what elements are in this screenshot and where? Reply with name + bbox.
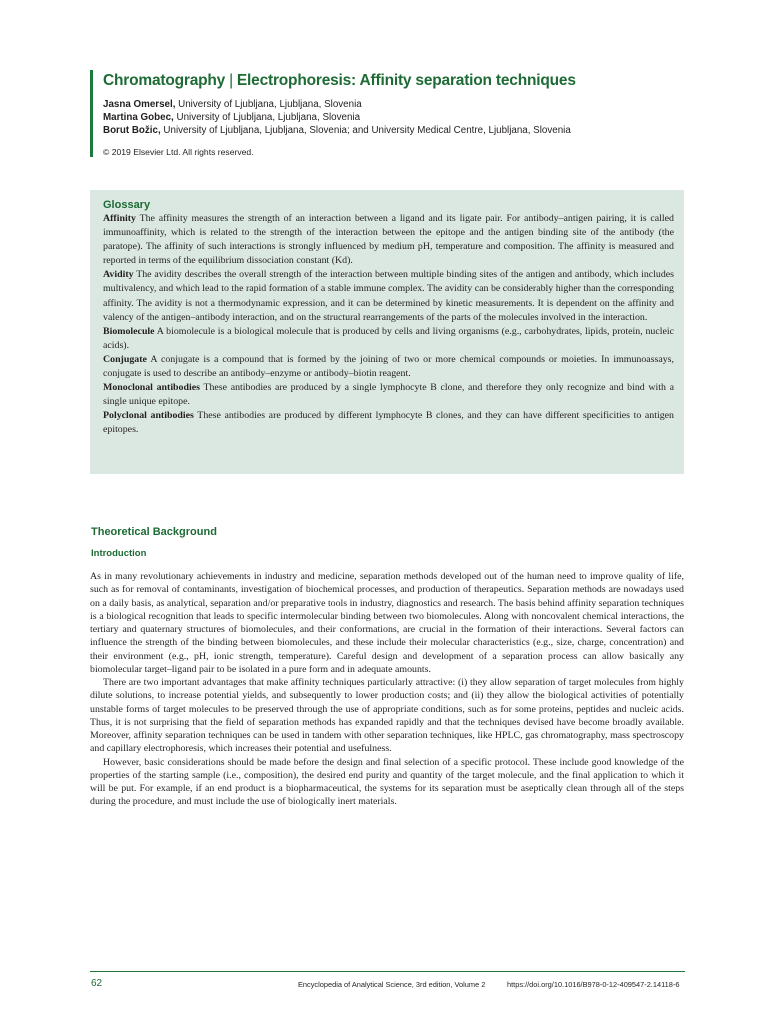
subsection-heading: Introduction	[91, 548, 147, 559]
author-line	[103, 124, 703, 137]
glossary-definition: A biomolecule is a biological molecule that is produced by cells and living organisms (e.g., carbohydrates, lipids, protein, nucleic acids).	[103, 325, 674, 351]
glossary-entry-biomolecule	[103, 325, 674, 353]
glossary-term: Monoclonal antibodies	[103, 382, 200, 394]
glossary-term: Avidity	[103, 269, 134, 281]
glossary-term: Affinity	[103, 213, 136, 224]
glossary-definition: These antibodies are produced by different lymphocyte B clones, and they can have different specificities to antigen epitopes.	[103, 410, 674, 436]
glossary-entry-monoclonal-antibodies	[103, 381, 674, 409]
footer-source: Encyclopedia of Analytical Science, 3rd edition, Volume 2	[298, 980, 486, 989]
body-paragraph: However, basic considerations should be made before the design and final selection of a specific protocol. These include good knowledge of the properties of the starting sample (i.e., composition), the desired end purity and quantity of the target molecule, and the final application to which it will be put. For example, if an end product is a biopharmaceutical, the systems for its separation must be aseptically clean through all of the steps during the procedure, and must include the use of biologically inert materials.	[90, 756, 684, 808]
glossary-entry-conjugate	[103, 353, 674, 381]
glossary-entry-affinity	[103, 212, 674, 268]
author-line	[103, 98, 703, 111]
copyright-notice: © 2019 Elsevier Ltd. All rights reserved.	[103, 146, 254, 157]
author-name: Martina Gobec,	[103, 112, 174, 124]
glossary-definition: These antibodies are produced by a single lymphocyte B clone, and therefore they only recognize and bind with a single unique epitope.	[103, 382, 674, 408]
author-name: Jasna Omersel,	[103, 99, 176, 110]
glossary-term: Conjugate	[103, 353, 147, 365]
footer-divider	[90, 971, 685, 972]
glossary-term: Biomolecule	[103, 325, 155, 337]
author-affiliation: University of Ljubljana, Ljubljana, Slovenia	[173, 112, 361, 124]
body-paragraph: As in many revolutionary achievements in industry and medicine, separation methods developed out of the human need to improve quality of life, such as for removal of contaminants, investigation of biochemical processes, and production of therapeutics. Separation methods are nowadays used on a daily basis, as analytical, separation and/or preparative tools in industry, diagnostics and research. The basis behind affinity separation techniques is a biological recognition that leads to specific intermolecular binding between two biomolecules. Along with noncovalent chemical interactions, the tertiary and quaternary structures of biomolecules, and their conformations, are crucial in the formation of their interactions. Several factors can influence the strength of the binding between biomolecules, and these include their molecular characteristics (e.g., size, charge, concentration) and their environment (e.g., pH, ionic strength, temperature). Careful design and development of a separation process can allow basically any biomolecular target–ligand pair to be isolated in a pure form and in adequate amounts.	[90, 571, 684, 675]
body-paragraph: There are two important advantages that make affinity techniques particularly attractive: (i) they allow separation of target molecules from highly dilute solutions, to increase potential yields, and subsequently to lower production costs; and (ii) they allow the biological activities of potentially unstable forms of target molecules to be preserved through the use of appropriate conditions, such as for some proteins, peptides and nucleic acids. Thus, it is not surprising that the field of separation methods has expanded rapidly and that the techniques devised have become broadly available. Moreover, affinity separation techniques can be used in tandem with other separation techniques, like HPLC, gas chromatography, mass spectroscopy and capillary electrophoresis, which increases their potential and usefulness.	[90, 677, 684, 755]
glossary-entry-avidity	[103, 268, 674, 324]
page-number: 62	[91, 978, 103, 989]
glossary-definition: A conjugate is a compound that is formed by the joining of two or more chemical compounds or moieties. In immunoassays, conjugate is used to describe an antibody–enzyme or antibody–biotin reagent.	[103, 353, 674, 380]
author-affiliation: University of Ljubljana, Ljubljana, Slovenia	[175, 99, 362, 110]
title-part-chromatography: Chromatography	[103, 72, 226, 89]
footer-doi-link[interactable]: https://doi.org/10.1016/B978-0-12-409547-2.14118-6	[507, 980, 680, 989]
author-line	[103, 111, 703, 124]
glossary-term: Polyclonal antibodies	[103, 410, 194, 422]
author-affiliation: University of Ljubljana, Ljubljana, Slovenia; and University Medical Centre, Ljubljana, Slovenia	[160, 125, 571, 137]
title-part-subject: Electrophoresis: Affinity separation techniques	[236, 72, 576, 89]
glossary-box	[90, 190, 684, 474]
article-header	[90, 70, 703, 157]
article-title	[103, 70, 703, 92]
section-heading: Theoretical Background	[91, 526, 217, 538]
author-name: Borut Božic,	[103, 125, 161, 137]
glossary-title: Glossary	[103, 199, 151, 211]
body-text	[90, 570, 684, 809]
glossary-definition: The avidity describes the overall strength of the interaction between multiple binding sites of the antigen and antibody, which includes multivalency, and which lead to the rapid formation of a stable immune complex. The avidity can be considerably higher than the corresponding affinity. The avidity is not a thermodynamic expression, and it can be determined by kinetic measurements. It is dependent on the affinity and valency of the antigen–antibody interaction, and on the structural rearrangements of the parts of the molecules involved in the interaction.	[103, 269, 674, 323]
glossary-entry-polyclonal-antibodies	[103, 409, 674, 437]
glossary-definition: The affinity measures the strength of an interaction between a ligand and its ligate pair. For antibody–antigen pairing, it is called immunoaffinity, which is related to the strength of the interaction between the epitope and the antigen binding site of the antibody (the paratope). The affinity of such interactions is strongly influenced by medium pH, temperature and composition. The affinity is measured and reported in terms of the equilibrium dissociation constant (Kd).	[103, 213, 674, 267]
title-separator: |	[229, 72, 233, 89]
